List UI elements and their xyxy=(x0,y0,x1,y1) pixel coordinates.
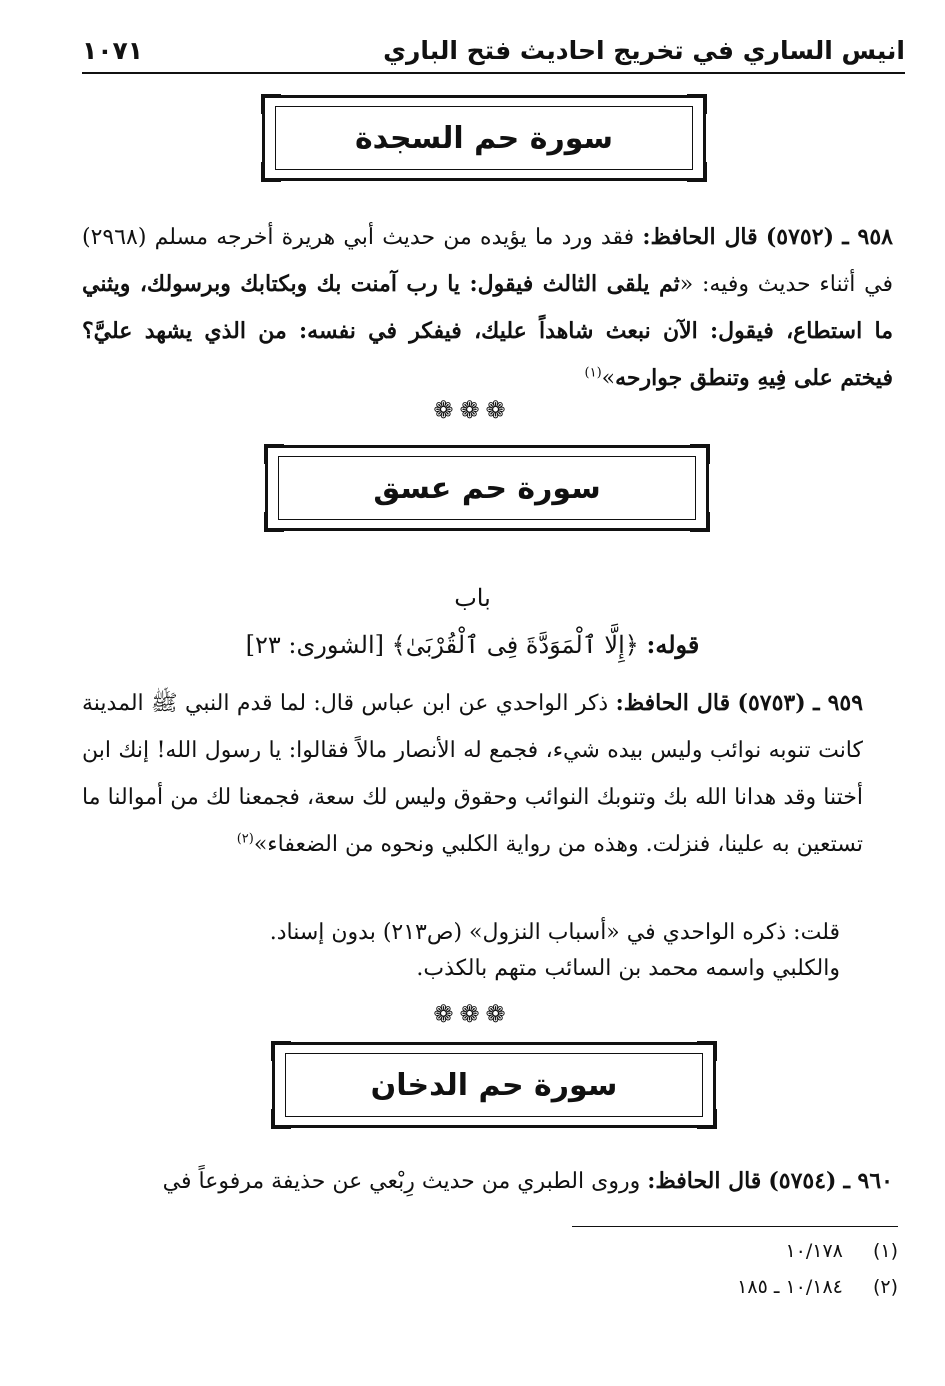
entry-959-speaker: قال الحافظ: xyxy=(615,690,731,716)
footnote-1 xyxy=(785,1240,898,1262)
footnote-ref-2[interactable]: (٢) xyxy=(236,831,254,847)
footnote-1-text: ١٠/١٧٨ xyxy=(785,1240,843,1262)
entry-959 xyxy=(82,680,863,868)
entry-958-number: ٩٥٨ ـ xyxy=(842,224,893,250)
verse-line xyxy=(0,630,945,659)
bab-heading: باب xyxy=(454,584,491,612)
page-number: ١٠٧١ xyxy=(82,36,144,65)
footnote-2 xyxy=(737,1276,898,1298)
entry-958-speaker: قال الحافظ: xyxy=(642,224,758,250)
separator-stars-2: ❁❁❁ xyxy=(433,1000,512,1028)
note-959 xyxy=(82,915,840,987)
note-959-line-1: قلت: ذكره الواحدي في «أسباب النزول» (ص٢١٣) بدون إسناد. xyxy=(269,920,840,945)
entry-958-ref: (٥٧٥٢) xyxy=(765,224,834,250)
footnote-1-mark: (١) xyxy=(872,1240,898,1262)
entry-959-number: ٩٥٩ ـ xyxy=(813,690,864,716)
entry-958-close: » xyxy=(601,366,616,391)
running-header xyxy=(82,30,905,74)
entry-960-ref: (٥٧٥٤) xyxy=(768,1168,837,1194)
surah-title-box-sajda xyxy=(262,95,706,181)
footnote-ref-1[interactable]: (١) xyxy=(584,365,602,381)
entry-960 xyxy=(82,1158,893,1205)
entry-959-text: ذكر الواحدي عن ابن عباس قال: لما قدم النبي ﷺ المدينة كانت تنوبه نوائب وليس بيده شيء، فجمع له الأنصار مالاً فقالوا: يا رسول الله! إنك ابن أختنا وقد هدانا الله بك وتنوبك النوائب وحقوق وليس لك سعة، فجمعنا لك من أموالنا ما تستعين به علينا، فنزلت. وهذه من رواية الكلبي ونحوه من الضعفاء» xyxy=(82,691,863,857)
surah-title-sajda: سورة حم السجدة xyxy=(354,120,614,156)
note-959-line-2: والكلبي واسمه محمد بن السائب متهم بالكذب. xyxy=(416,956,840,981)
entry-958 xyxy=(82,214,893,402)
surah-title-box-asaq xyxy=(265,445,709,531)
entry-959-ref: (٥٧٥٣) xyxy=(737,690,806,716)
qawluh-label: قوله: xyxy=(646,630,700,659)
surah-title-dukhan: سورة حم الدخان xyxy=(370,1067,618,1103)
entry-960-number: ٩٦٠ ـ xyxy=(843,1168,893,1194)
book-title: انيس الساري في تخريج احاديث فتح الباري xyxy=(383,36,905,65)
entry-958-quote: ثم يلقى الثالث فيقول: يا رب آمنت بك وبكتابك وبرسولك، ويثني ما استطاع، فيقول: الآن نبعث شاهداً عليك، فيفكر في نفسه: من الذي يشهد عليَّ؟ فيختم على فِيهِ وتنطق جوارحه xyxy=(82,271,893,391)
verse-reference: [الشورى: ٢٣] xyxy=(245,631,384,659)
footnote-divider xyxy=(572,1226,898,1227)
entry-960-text: وروى الطبري من حديث رِبْعي عن حذيفة مرفوعاً في xyxy=(162,1169,648,1194)
footnote-2-text: ١٠/١٨٤ ـ ١٨٥ xyxy=(737,1276,843,1298)
separator-stars: ❁❁❁ xyxy=(433,396,512,424)
entry-958-text: فقد ورد ما يؤيده من حديث أبي هريرة أخرجه مسلم (٢٩٦٨) في أثناء حديث وفيه: « xyxy=(82,225,893,297)
surah-title-box-dukhan xyxy=(272,1042,716,1128)
quran-verse: ﴿إِلَّا ٱلْمَوَدَّةَ فِى ٱلْقُرْبَىٰ﴾ xyxy=(391,631,639,659)
surah-title-asaq: سورة حم عسق xyxy=(373,470,601,506)
entry-960-speaker: قال الحافظ: xyxy=(647,1168,762,1194)
footnote-2-mark: (٢) xyxy=(872,1276,898,1298)
